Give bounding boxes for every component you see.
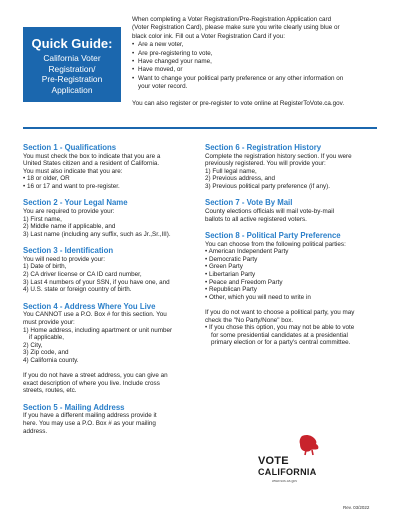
section-5: [23, 403, 199, 435]
section-line: 3) Last 4 numbers of your SSN, if you have one, and: [23, 278, 170, 286]
section-line: You can choose from the following political parties:: [205, 240, 346, 248]
intro-bullet: • Have changed your name,: [132, 58, 387, 66]
intro-bullet-continuation: your voter record.: [138, 83, 188, 91]
section-line: primary election or for a party's central committee.: [211, 339, 351, 347]
party-item: • Republican Party: [205, 286, 257, 294]
section-line: exact description of where you live. Include cross: [23, 379, 160, 387]
party-item: • Other, which you will need to write in: [205, 293, 311, 301]
guide-title: Quick Guide:: [31, 36, 113, 51]
section-line: You will need to provide your:: [23, 255, 106, 263]
section-heading: Section 2 - Your Legal Name: [23, 198, 128, 208]
section-line: 2) CA driver license or CA ID card number,: [23, 271, 142, 279]
section-line: • 16 or 17 and want to pre-register.: [23, 182, 120, 190]
section-line: ballots to all active registered voters.: [205, 215, 307, 223]
section-line: United States citizen and a resident of California.: [23, 160, 160, 168]
party-item: • American Independent Party: [205, 248, 289, 256]
vote-logo-text: VOTE: [258, 455, 289, 467]
section-line: Complete the registration history section. If you were: [205, 152, 352, 160]
intro-text: [132, 16, 387, 108]
section-line: check the "No Party/None" box.: [205, 316, 294, 324]
section-line: 4) U.S. state or foreign country of birth.: [23, 286, 132, 294]
revision-date: Rev. 03/2022: [343, 505, 370, 510]
party-name: Other, which you will need to write in: [208, 293, 311, 301]
section-7: [205, 198, 381, 223]
section-heading: Section 8 - Political Party Preference: [205, 231, 341, 241]
section-line: • 18 or older, OR: [23, 175, 70, 183]
intro-line: (Voter Registration Card), please make sure you write clearly using blue or: [132, 24, 340, 32]
section-1: [23, 143, 199, 190]
intro-bullet: • Have moved, or: [132, 66, 387, 74]
online-register-note: You can also register or pre-register to vote online at RegisterToVote.ca.gov.: [132, 99, 345, 107]
section-line: If you have a different mailing address provide it: [23, 412, 157, 420]
party-name: Green Party: [208, 263, 243, 271]
section-line: 3) Previous political party preference (if any).: [205, 182, 330, 190]
guide-subtitle-line: Registration/: [48, 63, 96, 74]
section-line: streets, routes, etc.: [23, 387, 77, 395]
intro-bullet-list: [132, 41, 387, 83]
section-heading: Section 7 - Vote By Mail: [205, 198, 293, 208]
section-line: address.: [23, 427, 48, 435]
party-item: • Democratic Party: [205, 255, 258, 263]
section-line: 3) Last name (including any suffix, such as Jr.,Sr.,III).: [23, 230, 171, 238]
section-line: for some presidential candidates at a presidential: [211, 331, 348, 339]
section-heading: Section 6 - Registration History: [205, 143, 322, 152]
section-line: You CANNOT use a P.O. Box # for this section. You: [23, 311, 167, 319]
left-column: [23, 143, 199, 443]
party-name: Libertarian Party: [208, 271, 256, 279]
intro-line: When completing a Voter Registration/Pre-Registration Application card: [132, 16, 332, 23]
party-list: [205, 248, 381, 301]
party-name: Democratic Party: [208, 255, 258, 263]
intro-bullet: • Want to change your political party preference or any other information on: [132, 75, 387, 83]
section-line: You must check the box to indicate that you are a: [23, 152, 161, 160]
section-8: [205, 231, 381, 347]
guide-subtitle-line: Pre-Registration: [41, 74, 103, 84]
spacer: [23, 364, 199, 372]
section-line: You must also indicate that you are:: [23, 167, 123, 175]
section-line: 2) Previous address, and: [205, 175, 276, 183]
section-heading: Section 1 - Qualifications: [23, 143, 117, 152]
party-name: Republican Party: [208, 286, 257, 294]
right-column: [205, 143, 381, 355]
spacer: [205, 301, 381, 309]
section-line: 1) Full legal name,: [205, 167, 257, 175]
section-line: previously registered. You will provide your:: [205, 160, 326, 168]
section-2: [23, 198, 199, 238]
guide-subtitle: [27, 53, 117, 95]
section-line: 1) First name,: [23, 215, 62, 223]
party-name: American Independent Party: [208, 248, 289, 256]
party-item: • Peace and Freedom Party: [205, 278, 283, 286]
section-line: here. You may use a P.O. Box # as your mailing: [23, 419, 156, 427]
section-divider: [23, 127, 377, 129]
guide-subtitle-line: Application: [51, 84, 93, 95]
intro-line: black color ink. Fill out a Voter Registration Card if you:: [132, 32, 285, 40]
intro-bullet: • Are pre-registering to vote,: [132, 50, 387, 58]
sos-url[interactable]: www.sos.ca.gov: [272, 479, 298, 483]
section-6: [205, 143, 381, 190]
section-4: [23, 302, 199, 395]
section-heading: Section 3 - Identification: [23, 246, 114, 256]
section-line: must provide your:: [23, 318, 75, 326]
section-line: 1) Date of birth,: [23, 263, 67, 271]
section-line: If you do not want to choose a political party, you may: [205, 309, 355, 316]
intro-bullet: • Are a new voter,: [132, 41, 387, 49]
section-line: • If you chose this option, you may not be able to vote: [205, 324, 355, 332]
section-line: County elections officials will mail vote-by-mail: [205, 207, 335, 215]
section-line: If you do not have a street address, you can give an: [23, 372, 168, 380]
section-line: 2) City,: [23, 341, 43, 349]
section-line: You are required to provide your:: [23, 207, 115, 215]
section-line: 3) Zip code, and: [23, 349, 69, 357]
party-item: • Green Party: [205, 263, 243, 271]
quick-guide-box: [23, 27, 121, 102]
guide-subtitle-line: California Voter: [43, 53, 101, 63]
section-line: if applicable,: [29, 334, 65, 342]
section-line: 2) Middle name if applicable, and: [23, 223, 116, 231]
section-heading: Section 5 - Mailing Address: [23, 402, 125, 412]
party-item: • Libertarian Party: [205, 271, 256, 279]
party-name: Peace and Freedom Party: [208, 278, 283, 286]
section-3: [23, 246, 199, 293]
section-line: 1) Home address, including apartment or unit number: [23, 326, 173, 334]
section-heading: Section 4 - Address Where You Live: [23, 301, 156, 311]
california-logo-text: CALIFORNIA: [258, 467, 317, 477]
section-line: 4) California county.: [23, 356, 79, 364]
